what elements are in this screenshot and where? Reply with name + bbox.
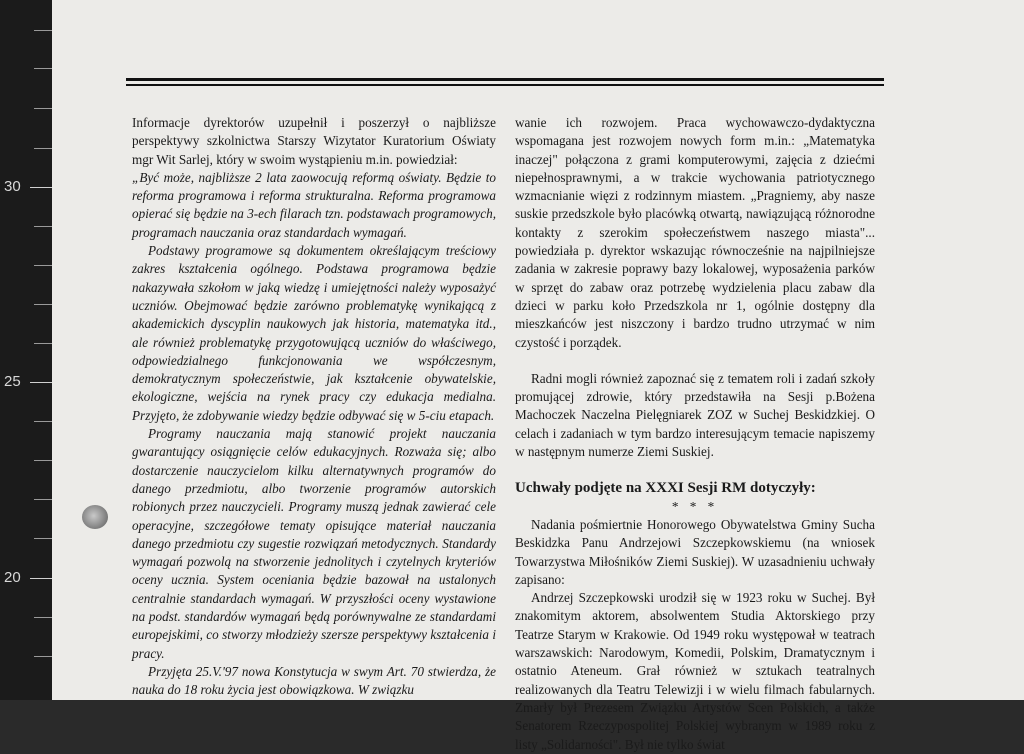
ruler-tick [34, 421, 52, 422]
ruler-label: 30 [4, 178, 21, 195]
punch-hole [82, 505, 108, 529]
ruler-tick [34, 265, 52, 266]
newspaper-page [52, 0, 1024, 752]
ruler-tick [34, 538, 52, 539]
ruler-tick-major [30, 187, 52, 188]
ruler-tick [34, 499, 52, 500]
ruler-tick [34, 108, 52, 109]
ruler-tick [34, 30, 52, 31]
ruler-label: 25 [4, 373, 21, 390]
paragraph: Radni mogli również zapoznać się z tematem roli i zadań szkoły promującej zdrowie, który przedstawiła na Sesji p.Bożena Machoczek Naczelna Pielęgniarek ZOZ w Suchej Beskidzkiej. O celach i zadaniach w tym bardzo interesującym temacie napiszemy w następnym numerze Ziemi Suskiej. [515, 370, 875, 460]
section-divider: * * * [671, 498, 719, 514]
right-column [515, 114, 875, 754]
ruler-tick [34, 148, 52, 149]
ruler-tick [34, 656, 52, 657]
paragraph: Nadania pośmiertnie Honorowego Obywatelstwa Gminy Sucha Beskidzka Panu Andrzejowi Szczepkowskiemu (na wniosek Towarzystwa Miłośników Ziemi Suskiej). W uzasadnieniu uchwały zapisano: [515, 516, 875, 587]
paragraph: Podstawy programowe są dokumentem określającym treściowy zakres kształcenia ogólnego. Podstawa programowa będzie nakazywała szkołom w jaką wiedzę i umiejętności należy wyposażyć uczniów. Obejmować będzie zarówno problematykę wynikającą z akademickich dyscyplin naukowych jak historia, matematyka itd., ale również problematykę przygotowującą uczniów do właściwego, odpowiedzialnego funkcjonowania we współczesnym, demokratycznym społeczeństwie, jak kształcenie obywatelskie, ekologiczne, wejścia na rynek pracy czy edukacja medialna. Przyjęto, że zdobywanie wiedzy będzie odbywać się w 5-ciu etapach. [132, 243, 496, 423]
paragraph: Andrzej Szczepkowski urodził się w 1923 roku w Suchej. Był znakomitym aktorem, absolwentem Studia Aktorskiego przy Teatrze Starym w Krakowie. Od 1949 roku występował w teatrach warszawskich: Narodowym, Komedii, Polskim, Dramatycznym i ostatnio Ateneum. Grał również w sztukach teatralnych realizowanych dla Teatru Telewizji i w wielu filmach fabularnych. Zmarły był Prezesem Związku Artystów Scen Polskich, a także Senatorem Rzeczypospolitej Polskiej wybranym w 1989 roku z listy „Solidarności". Był nie tylko świat [515, 590, 875, 752]
ruler-tick-major [30, 382, 52, 383]
ruler-tick [34, 343, 52, 344]
ruler-tick [34, 226, 52, 227]
header-rule [126, 84, 884, 86]
paragraph: wanie ich rozwojem. Praca wychowawczo-dydaktyczna wspomagana jest rozwojem nowych form m.in.: „Matematyka inaczej" połączona z grami komputerowymi, zajęcia z dziećmi niepełnosprawnymi, a w trakcie wychowania patriotycznego wzmacnianie więzi z rodzinnym miastem. „Pragniemy, aby nasze suskie przedszkole było placówką otwartą, nawiązującą różnorodne kontakty z szerokim społeczeństwem naszego miasta"... powiedziała p. dyrektor wskazując równocześnie na najpilniejsze zadania w zakresie poprawy bazy lokalowej, wyposażenia parków w sprzęt do zabaw oraz potrzebę wydzielenia placu zabaw dla dzieci w parku koło Przedszkola nr 1, ogólnie dostępny dla mieszkańców jest niszczony i bardzo trudno utrzymać w nim czystość i porządek. [515, 115, 875, 350]
paragraph: Programy nauczania mają stanowić projekt nauczania gwarantujący osiągnięcie celów edukacyjnych. Rozważa się; albo dostarczenie nauczycielom kilku alternatywnych programów do danego przedmiotu, albo tworzenie programów autorskich robionych przez nauczycieli. Programy muszą jednak zawierać cele operacyjne, szczegółowe tematy opisujące materiał nauczania danego przedmiotu czy sugestie rozwiązań metodycznych. Standardy wymagań pozwolą na stworzenie jednolitych i czytelnych kryteriów oceny ucznia. System oceniania będzie bazował na ustalonych centralnie standardach wymagań. W przyszłości oceny wystawione na podst. standardów wymagań będą porównywalne ze standardami europejskimi, co stworzy młodzieży szersze perspektywy kształcenia i pracy. [132, 426, 496, 661]
ruler-tick [34, 460, 52, 461]
left-column [132, 114, 496, 700]
scan-ruler [0, 0, 52, 700]
paragraph: Informacje dyrektorów uzupełnił i poszerzył o najbliższe perspektywy szkolnictwa Starszy Wizytator Kuratorium Oświaty mgr Wit Sarlej, który w swoim wystąpieniu m.in. powiedział: [132, 115, 496, 167]
ruler-tick [34, 617, 52, 618]
ruler-tick [34, 68, 52, 69]
paragraph: „Być może, najbliższe 2 lata zaowocują reformą oświaty. Będzie to reforma programowa i reforma strukturalna. Reforma programowa opierać się będzie na 3-ech filarach tzn. podstawach programowych, programach nauczania oraz standardach wymagań. [132, 169, 496, 240]
paragraph: Przyjęta 25.V.'97 nowa Konstytucja w swym Art. 70 stwierdza, że nauka do 18 roku życia jest obowiązkowa. W związku [132, 663, 496, 698]
header-rule [126, 78, 884, 81]
section-heading: Uchwały podjęte na XXXI Sesji RM dotyczyły: [515, 480, 816, 497]
ruler-label: 20 [4, 569, 21, 586]
ruler-tick-major [30, 578, 52, 579]
ruler-tick [34, 304, 52, 305]
